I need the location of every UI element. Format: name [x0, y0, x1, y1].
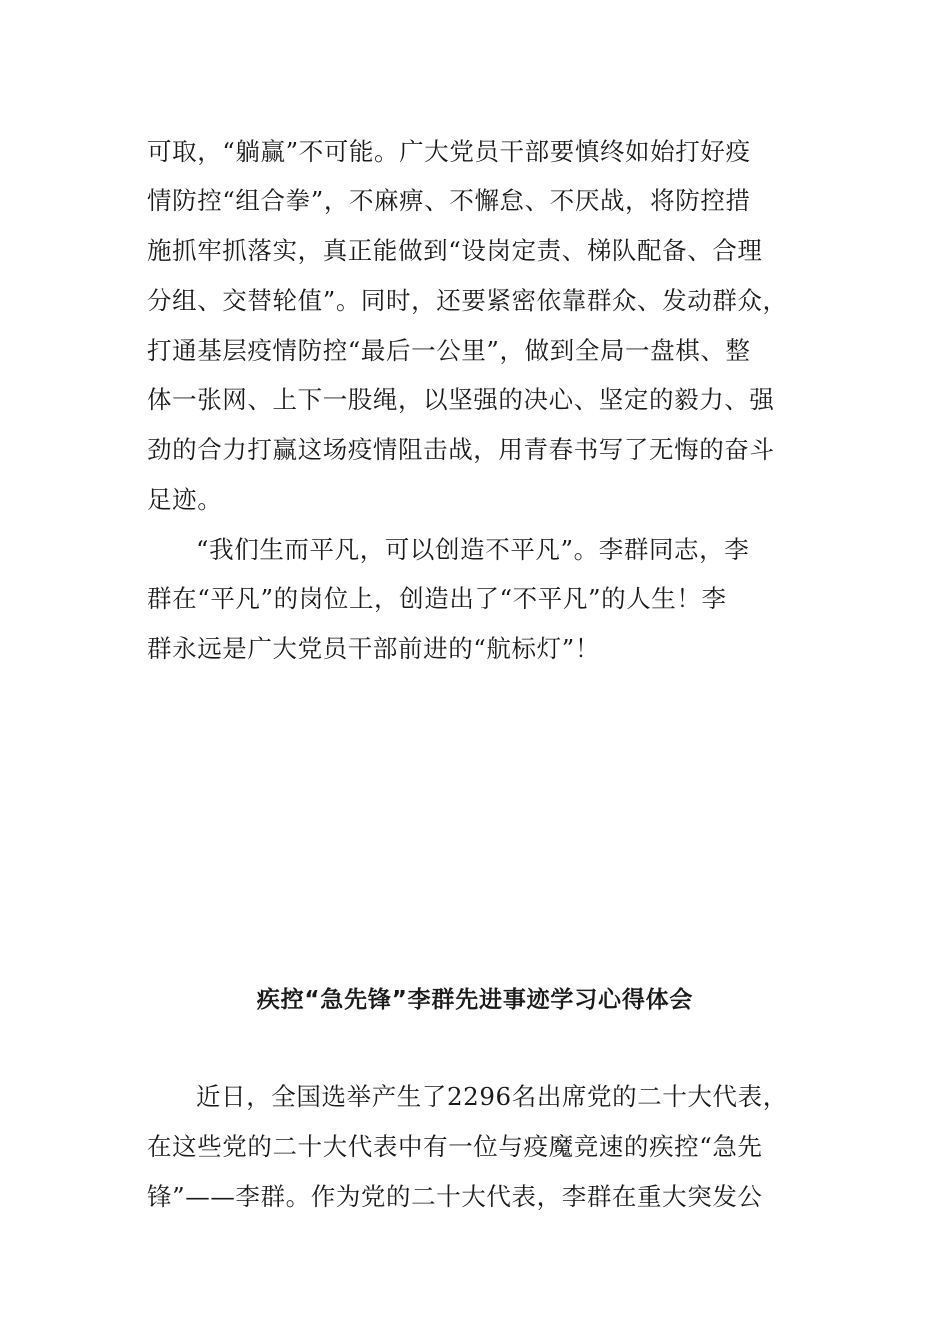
paragraph-line: 施抓牢抓落实，真正能做到“设岗定责、梯队配备、合理 — [147, 236, 763, 265]
paragraph-line: 锋”——李群。作为党的二十大代表，李群在重大突发公 — [147, 1182, 763, 1211]
paragraph-line: 打通基层疫情防控“最后一公里”，做到全局一盘棋、整 — [147, 336, 751, 365]
paragraph-line: 群在“平凡”的岗位上，创造出了“不平凡”的人生！李 — [147, 584, 727, 613]
paragraph-line: 近日，全国选举产生了2296名出席党的二十大代表， — [196, 1082, 788, 1111]
paragraph-line: 足迹。 — [147, 485, 223, 514]
paragraph-line: 群永远是广大党员干部前进的“航标灯”！ — [147, 634, 600, 663]
paragraph-line: 情防控“组合拳”，不麻痹、不懈怠、不厌战，将防控措 — [147, 186, 751, 215]
paragraph-line: 体一张网、上下一股绳，以坚强的决心、坚定的毅力、强 — [147, 385, 775, 414]
paragraph-line: “我们生而平凡，可以创造不平凡”。李群同志，李 — [196, 535, 750, 564]
paragraph-line: 可取，“躺赢”不可能。广大党员干部要慎终如始打好疫 — [147, 137, 751, 166]
paragraph-line: 劲的合力打赢这场疫情阻击战，用青春书写了无悔的奋斗 — [147, 435, 775, 464]
paragraph-line: 在这些党的二十大代表中有一位与疫魔竞速的疾控“急先 — [147, 1132, 763, 1161]
paragraph-line: 分组、交替轮值”。同时，还要紧密依靠群众、发动群众， — [147, 286, 788, 315]
article-title: 疾控“急先锋”李群先进事迹学习心得体会 — [256, 987, 694, 1013]
